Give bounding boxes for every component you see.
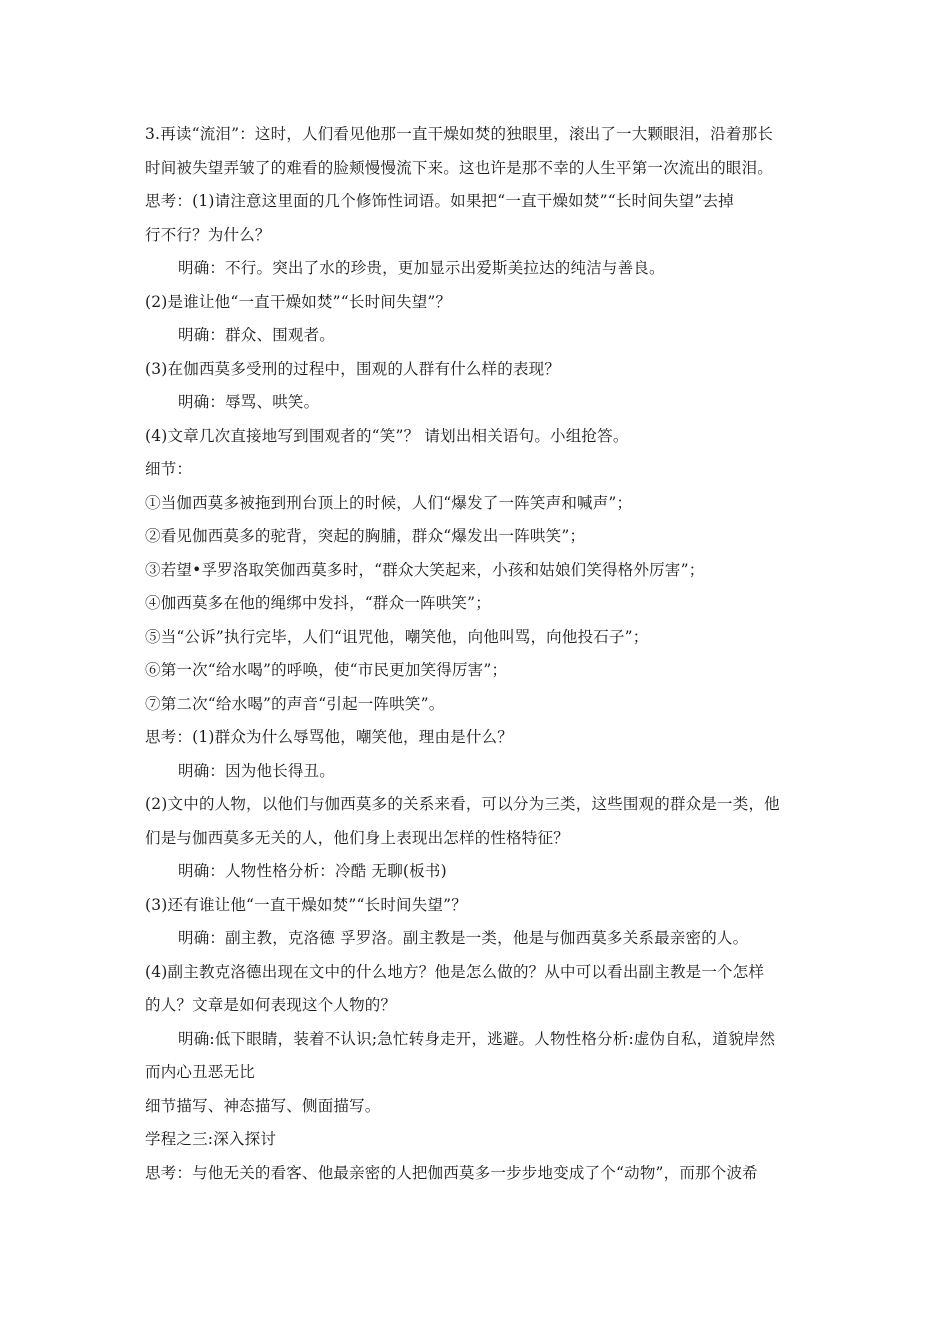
document-body [145, 118, 815, 1190]
text-line: 明确：副主教，克洛德 孚罗洛。副主教是一类，他是与伽西莫多关系最亲密的人。 [178, 929, 749, 947]
text-line: 学程之三:深入探讨 [145, 1130, 277, 1148]
text-line: ④伽西莫多在他的绳绑中发抖，“群众一阵哄笑”； [145, 594, 491, 612]
text-line: ⑤当“公诉”执行完毕，人们“诅咒他，嘲笑他，向他叫骂，向他投石子”； [145, 627, 649, 646]
text-line: 行不行？为什么？ [145, 225, 271, 244]
text-line: (4)文章几次直接地写到围观者的“笑”？ 请划出相关语句。小组抢答。 [145, 426, 629, 445]
text-line: ①当伽西莫多被拖到刑台顶上的时候，人们“爆发了一阵笑声和喊声”； [145, 493, 633, 512]
text-line: 思考：(1)群众为什么辱骂他，嘲笑他，理由是什么？ [145, 728, 513, 746]
text-line: ③若望•孚罗洛取笑伽西莫多时，“群众大笑起来，小孩和姑娘们笑得格外厉害”； [145, 560, 705, 579]
text-line: 明确：群众、围观者。 [178, 326, 336, 344]
text-line: (3)在伽西莫多受刑的过程中，围观的人群有什么样的表现？ [145, 359, 561, 378]
text-line: 而内心丑恶无比 [145, 1063, 255, 1081]
text-line: 3.再读“流泪”：这时，人们看见他那一直干燥如焚的独眼里，滚出了一大颗眼泪，沿着那长 [145, 125, 774, 143]
text-line: 明确：因为他长得丑。 [178, 761, 336, 780]
text-line: ⑥第一次“给水喝”的呼唤，使“市民更加笑得厉害”； [145, 661, 508, 679]
text-line: 细节描写、神态描写、侧面描写。 [145, 1096, 381, 1115]
text-line: 明确：辱骂、哄笑。 [178, 393, 320, 411]
text-line: (2)是谁让他“一直干燥如焚”“长时间失望”？ [145, 292, 452, 311]
text-line: 思考：与他无关的看客、他最亲密的人把伽西莫多一步步地变成了个“动物”，而那个波希 [145, 1163, 758, 1182]
text-line: 明确:低下眼睛，装着不认识;急忙转身走开，逃避。人物性格分析:虚伪自私，道貌岸然 [178, 1029, 776, 1048]
text-line: 们是与伽西莫多无关的人，他们身上表现出怎样的性格特征？ [145, 828, 569, 847]
text-line: 细节： [145, 460, 193, 478]
text-line: ⑦第二次“给水喝”的声音“引起一阵哄笑”。 [145, 694, 445, 713]
text-line: 明确：不行。突出了水的珍贵，更加显示出爱斯美拉达的纯洁与善良。 [178, 259, 665, 277]
text-line: 明确：人物性格分析：冷酷 无聊(板书) [178, 862, 447, 880]
text-line: 的人？文章是如何表现这个人物的？ [145, 996, 397, 1014]
text-line: (4)副主教克洛德出现在文中的什么地方？他是怎么做的？从中可以看出副主教是一个怎样 [145, 962, 765, 981]
text-line: (2)文中的人物，以他们与伽西莫多的关系来看，可以分为三类，这些围观的群众是一类，他 [145, 795, 780, 813]
text-line: (3)还有谁让他“一直干燥如焚”“长时间失望”？ [145, 895, 467, 914]
text-line: 思考：(1)请注意这里面的几个修饰性词语。如果把“一直干燥如焚”“长时间失望”去掉 [145, 192, 734, 210]
text-line: ②看见伽西莫多的驼背，突起的胸脯，群众“爆发出一阵哄笑”； [145, 527, 586, 545]
text-line: 时间被失望弄皱了的难看的脸颊慢慢流下来。这也许是那不幸的人生平第一次流出的眼泪。 [145, 158, 774, 177]
